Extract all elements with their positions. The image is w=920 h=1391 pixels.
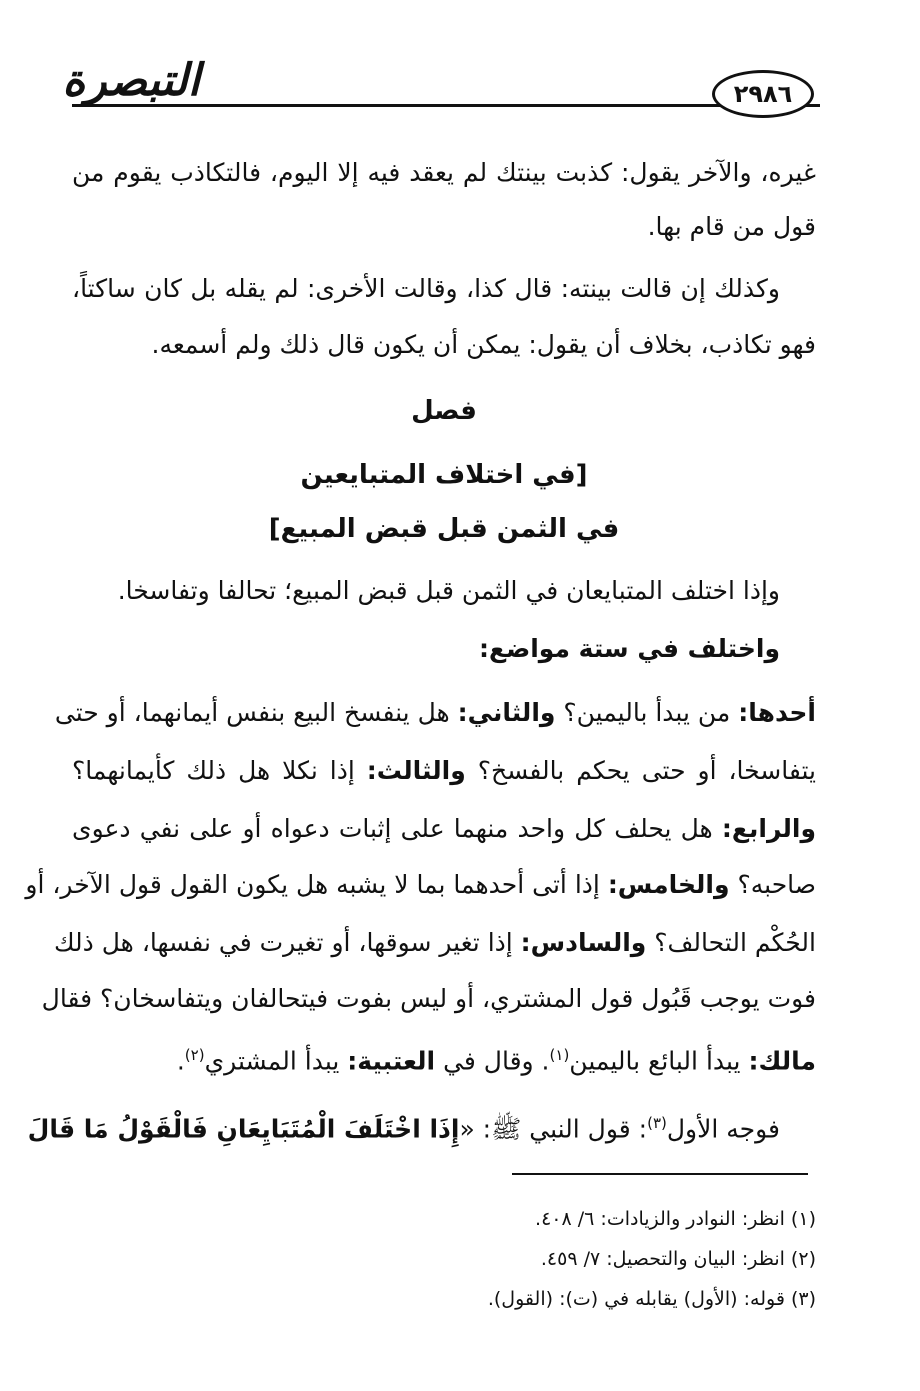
paragraph-5-line-6: فوت يوجب قَبُول قول المشتري، أو ليس بفوت فيتحالفان ويتفاسخان؟ فقال: [41, 984, 816, 1013]
paragraph-5-line-3: [72, 810, 816, 848]
text-segment: إذا أتى أحدهما بما لا يشبه هل يكون القول قول الآخر، أو: [25, 870, 608, 899]
footnote-separator: [512, 1173, 808, 1175]
paragraph-5-line-5: [53, 924, 816, 962]
text-segment: صاحبه؟: [729, 870, 816, 899]
book-title: التبصرة: [62, 55, 200, 106]
text-segment: إذا نكلا هل ذلك كأيمانهما؟: [72, 756, 367, 785]
text-segment: .: [176, 1046, 185, 1076]
footnote-ref-3[interactable]: (٣): [647, 1114, 667, 1132]
section-subtitle-1: [في اختلاف المتبايعين: [300, 460, 588, 490]
paragraph-5-line-7: [177, 1036, 816, 1080]
paragraph-2-line-1: وكذلك إن قالت بينته: قال كذا، وقالت الأخرى: لم يقله بل كان ساكتاً،: [72, 274, 780, 303]
term-fifth: والخامس:: [607, 870, 730, 899]
page-number: ٢٩٨٦: [733, 80, 793, 108]
paragraph-2-line-2: فهو تكاذب، بخلاف أن يقول: يمكن أن يكون قال ذلك ولم أسمعه.: [151, 330, 816, 359]
page-number-badge: [712, 70, 814, 118]
text-segment: هل ينفسخ البيع بنفس أيمانهما، أو حتى: [54, 698, 458, 727]
text-segment: الحُكْم التحالف؟: [646, 928, 816, 957]
term-fourth: والرابع:: [721, 814, 816, 843]
footnote-2: (٢) انظر: البيان والتحصيل: ٧/ ٤٥٩.: [540, 1248, 816, 1270]
text-segment: من يبدأ باليمين؟: [555, 698, 739, 727]
paragraph-4: واختلف في ستة مواضع:: [479, 634, 780, 663]
text-segment: . وقال في: [435, 1046, 550, 1076]
footnote-ref-1[interactable]: (١): [549, 1046, 570, 1064]
term-sixth: والسادس:: [520, 928, 647, 957]
hadith-text: إِذَا اخْتَلَفَ الْمُتَبَايِعَانِ فَالْقَوْلُ مَا قَالَ: [27, 1114, 460, 1144]
paragraph-1-line-2: قول من قام بها.: [647, 212, 816, 241]
paragraph-6: [28, 1104, 780, 1148]
term-second: والثاني:: [457, 698, 556, 727]
paragraph-5-line-2: [72, 752, 816, 790]
paragraph-5-line-4: [25, 866, 816, 904]
text-segment: فوجه الأول: [666, 1114, 780, 1144]
paragraph-3: وإذا اختلف المتبايعان في الثمن قبل قبض المبيع؛ تحالفا وتفاسخا.: [117, 576, 780, 605]
text-segment: يبدأ المشتري: [204, 1046, 348, 1076]
term-utbiyya: العتبية:: [347, 1046, 436, 1076]
paragraph-5-line-1: [54, 694, 816, 732]
term-malik: مالك:: [748, 1046, 816, 1076]
text-segment: هل يحلف كل واحد منهما على إثبات دعواه أو على نفي دعوى: [72, 814, 722, 843]
text-segment: يبدأ البائع باليمين: [569, 1046, 749, 1076]
footnote-ref-2[interactable]: (٢): [184, 1046, 205, 1064]
header-rule: [72, 104, 820, 107]
text-segment: إذا تغير سوقها، أو تغيرت في نفسها، هل ذلك: [53, 928, 521, 957]
paragraph-1-line-1: غيره، والآخر يقول: كذبت بينتك لم يعقد فيه إلا اليوم، فالتكاذب يقوم من: [72, 158, 816, 187]
section-heading: فصل: [411, 396, 477, 426]
text-segment: يتفاسخا، أو حتى يحكم بالفسخ؟: [465, 756, 817, 785]
text-segment: : قول النبي ﷺ: «: [459, 1114, 648, 1144]
footnote-3: (٣) قوله: (الأول) يقابله في (ت): (القول).: [487, 1288, 816, 1310]
section-subtitle-2: في الثمن قبل قبض المبيع]: [268, 514, 620, 544]
term-first: أحدها:: [738, 698, 816, 727]
footnote-1: (١) انظر: النوادر والزيادات: ٦/ ٤٠٨.: [535, 1208, 816, 1230]
term-third: والثالث:: [366, 756, 466, 785]
